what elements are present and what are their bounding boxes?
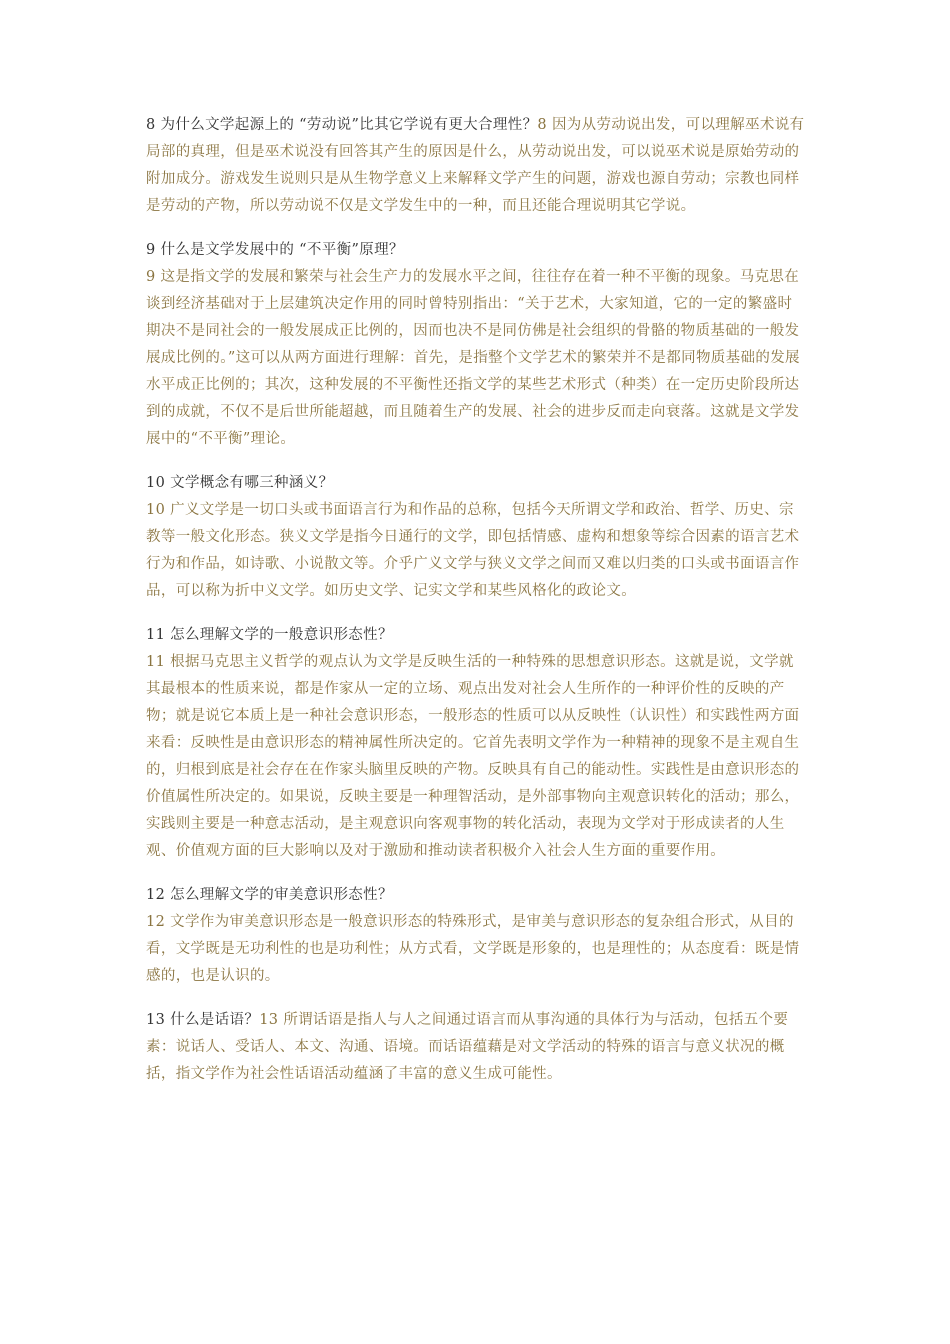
answer-8: 8 因为从劳动说出发，可以理解巫术说有局部的真理，但是巫术说没有回答其产生的原因是什么，从劳动说出发，可以说巫术说是原始劳动的附加成分。游戏发生说则只是从生物学意义上来解释文学产生的问题，游戏也源自劳动；宗教也同样是劳动的产物，所以劳动说不仅是文学发生中的一种，而且还能合理说明其它学说。 (146, 117, 805, 214)
paragraph-q8 (146, 112, 806, 220)
answer-9: 9 这是指文学的发展和繁荣与社会生产力的发展水平之间，往往存在着一种不平衡的现象。马克思在谈到经济基础对于上层建筑决定作用的同时曾特别指出：“关于艺术，大家知道，它的一定的繁盛时期决不是同社会的一般发展成正比例的，因而也决不是同仿佛是社会组织的骨骼的物质基础的一般发展成比例的。”这可以从两方面进行理解：首先，是指整个文学艺术的繁荣并不是都同物质基础的发展水平成正比例的；其次，这种发展的不平衡性还指文学的某些艺术形式（种类）在一定历史阶段所达到的成就，不仅不是后世所能超越，而且随着生产的发展、社会的进步反而走向衰落。这就是文学发展中的“不平衡”理论。 (146, 269, 800, 447)
question-9: 9 什么是文学发展中的 “不平衡”原理？ (146, 242, 404, 258)
question-11: 11 怎么理解文学的一般意识形态性？ (146, 627, 393, 643)
section-q9 (146, 237, 806, 453)
question-12: 12 怎么理解文学的审美意识形态性？ (146, 887, 393, 903)
section-q12 (146, 882, 806, 990)
answer-10: 10 广义文学是一切口头或书面语言行为和作品的总称，包括今天所谓文学和政治、哲学、历史、宗教等一般文化形态。狭义文学是指今日通行的文学，即包括情感、虚构和想象等综合因素的语言艺术行为和作品，如诗歌、小说散文等。介乎广义文学与狭义文学之间而又难以归类的口头或书面语言作品，可以称为折中义文学。如历史文学、记实文学和某些风格化的政论文。 (146, 502, 800, 599)
answer-11: 11 根据马克思主义哲学的观点认为文学是反映生活的一种特殊的思想意识形态。这就是说，文学就其最根本的性质来说，都是作家从一定的立场、观点出发对社会人生所作的一种评价性的反映的产物；就是说它本质上是一种社会意识形态，一般形态的性质可以从反映性（认识性）和实践性两方面来看：反映性是由意识形态的精神属性所决定的。它首先表明文学作为一种精神的现象不是主观自生的，归根到底是社会存在在作家头脑里反映的产物。反映具有自己的能动性。实践性是由意识形态的价值属性所决定的。如果说，反映主要是一种理智活动，是外部事物向主观意识转化的活动；那么，实践则主要是一种意志活动，是主观意识向客观事物的转化活动，表现为文学对于形成读者的人生观、价值观方面的巨大影响以及对于激励和推动读者积极介入社会人生方面的重要作用。 (146, 654, 800, 859)
section-q10 (146, 470, 806, 605)
question-13: 13 什么是话语？ (146, 1012, 260, 1028)
answer-13: 13 所谓话语是指人与人之间通过语言而从事沟通的具体行为与活动，包括五个要素：说话人、受话人、本文、沟通、语境。而话语蕴藉是对文学活动的特殊的语言与意义状况的概括，指文学作为社会性话语活动蕴涵了丰富的意义生成可能性。 (146, 1012, 789, 1082)
paragraph-q13 (146, 1007, 806, 1088)
question-10: 10 文学概念有哪三种涵义？ (146, 475, 334, 491)
document-page (146, 112, 806, 1105)
section-q8 (146, 112, 806, 220)
answer-12: 12 文学作为审美意识形态是一般意识形态的特殊形式，是审美与意识形态的复杂组合形式，从目的看，文学既是无功利性的也是功利性；从方式看，文学既是形象的，也是理性的；从态度看：既是情感的，也是认识的。 (146, 914, 800, 984)
section-q11 (146, 622, 806, 865)
section-q13 (146, 1007, 806, 1088)
question-8: 8 为什么文学起源上的 “劳动说”比其它学说有更大合理性？ (146, 117, 538, 133)
